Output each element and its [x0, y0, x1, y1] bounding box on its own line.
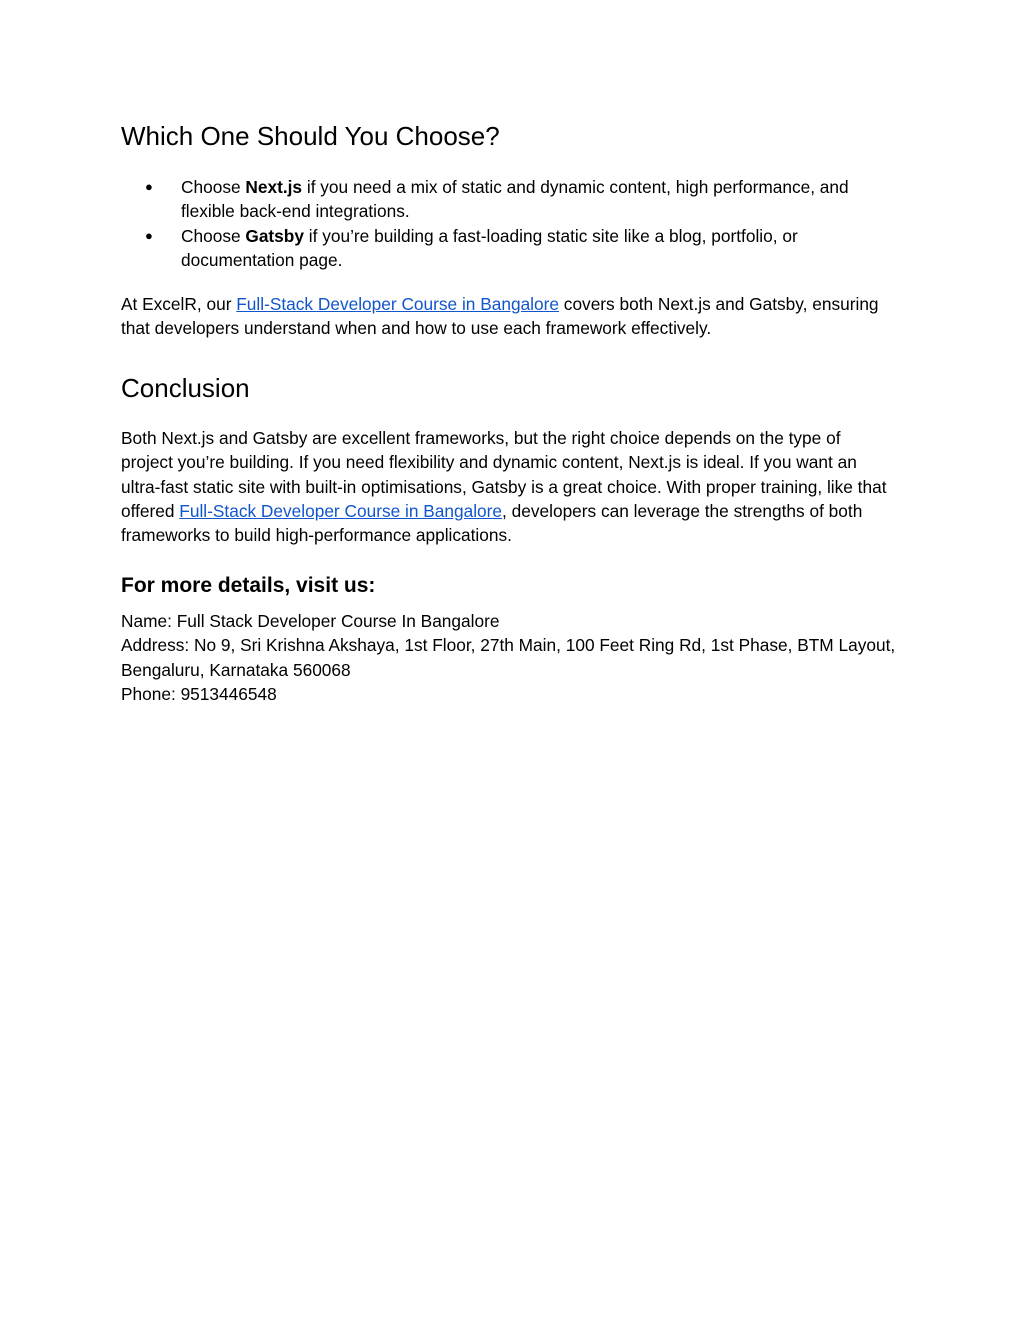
details-heading: For more details, visit us: — [121, 574, 376, 597]
conclusion-paragraph — [121, 426, 896, 547]
list-item — [121, 224, 896, 273]
course-link[interactable]: Full-Stack Developer Course in Bangalore — [179, 500, 503, 521]
paragraph-text: At ExcelR, our — [121, 294, 237, 314]
bullet-text: if you’re building a fast-loading static site like a blog, portfolio, or documentation page. — [181, 225, 798, 270]
paragraph-text: , developers can leverage the strengths of both frameworks to build high-performance applications. — [121, 500, 863, 546]
paragraph-text: covers both Next.js and Gatsby, ensuring that developers understand when and how to use each framework effectively. — [121, 294, 879, 339]
section-heading-conclusion: Conclusion — [121, 373, 250, 403]
bullet-text: if you need a mix of static and dynamic content, high performance, and flexible back-end integrations. — [181, 177, 849, 222]
bullet-prefix: Choose — [181, 177, 246, 197]
bullet-icon: ● — [145, 179, 153, 194]
bullet-framework-name: Gatsby — [245, 225, 304, 246]
choice-bullet-list — [121, 175, 896, 272]
bullet-icon: ● — [145, 227, 153, 243]
bullet-framework-name: Next.js — [245, 177, 303, 197]
section-heading-which-one: Which One Should You Choose? — [121, 121, 500, 151]
course-link[interactable]: Full-Stack Developer Course in Bangalore — [236, 294, 559, 314]
contact-phone: Phone: 9513446548 — [121, 683, 277, 704]
contact-name: Name: Full Stack Developer Course In Bangalore — [121, 611, 500, 631]
bullet-prefix: Choose — [181, 225, 246, 246]
list-item — [121, 175, 896, 224]
contact-address: Address: No 9, Sri Krishna Akshaya, 1st Floor, 27th Main, 100 Feet Ring Rd, 1st Phase, BTM Layout, Bengaluru, Karnataka 560068 — [121, 635, 896, 680]
contact-details — [121, 609, 896, 706]
excelr-paragraph — [121, 292, 896, 341]
paragraph-text: Both Next.js and Gatsby are excellent frameworks, but the right choice depends on the type of project you’re building. If you need flexibility and dynamic content, Next.js is ideal. If you want an ultra-fast static site with built-in optimisations, Gatsby is a great choice. With proper training, like that offered — [121, 428, 887, 521]
